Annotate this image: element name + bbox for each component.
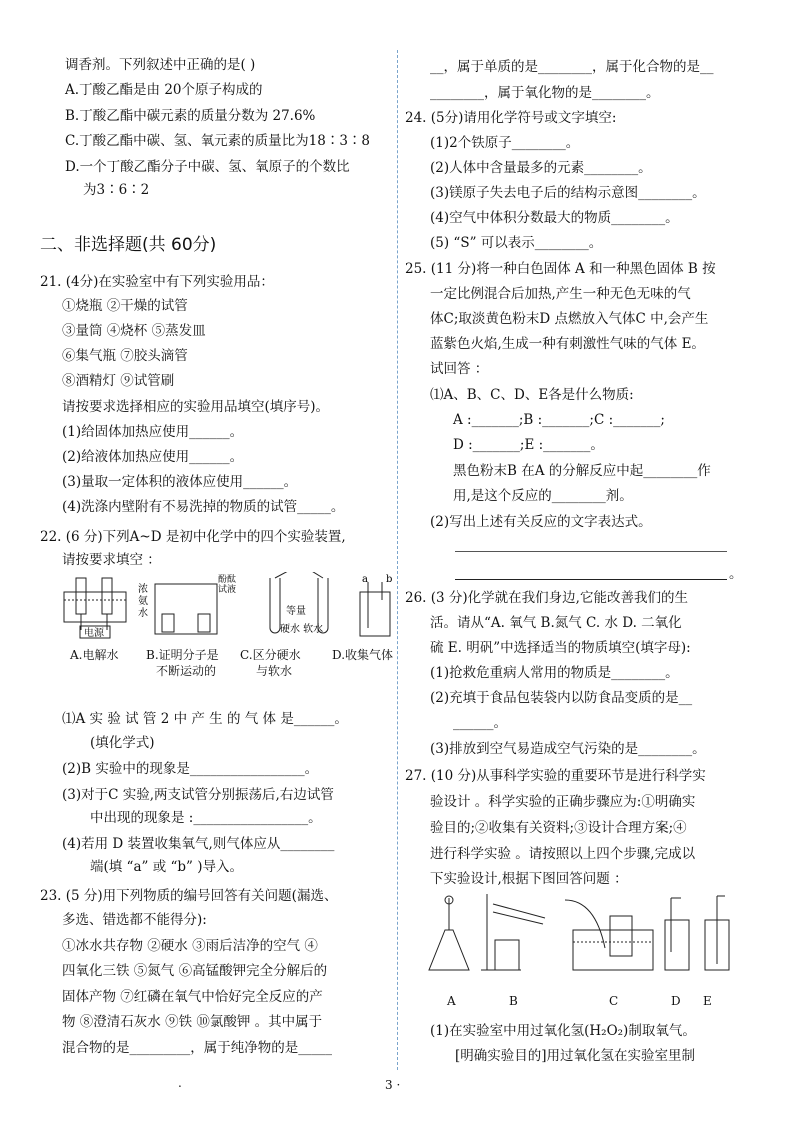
heating-tube-b [481,894,545,970]
flask-a [429,896,469,970]
q22-part-4: (4)若用 D 装置收集氧气,则气体应从________ [62,836,335,852]
q27-part-1: (1)在实验室中用过氧化氢(H₂O₂)制取氧气。 [430,1023,696,1039]
equal-label: 等量 [286,606,306,617]
q22-part-4-cont: 端(填 “a” 或 “b” )导入。 [90,859,243,875]
q26-part-1: (1)抢救危重病人常用的物质是________。 [430,665,679,681]
fig-label-a: A [447,994,456,1008]
q23-items-3: 固体产物 ⑦红磷在氧气中恰好完全反应的产 [62,989,323,1005]
q25-stem-4: 蓝紫色火焰,生成一种有刺激性气味的气体 E。 [430,336,705,352]
fig-label-c: C [609,994,619,1008]
q22-part-3: (3)对于C 实验,两支试管分别振荡后,右边试管 [62,787,334,803]
q27-stem-5: 下实验设计,根据下图回答问题 ： [430,871,628,887]
q20-option-c: C.丁酸乙酯中碳、氢、氧元素的质量比为18∶3∶8 [65,133,370,149]
q23-question-3: ________，属于氧化物的是________。 [430,85,660,101]
q24-part-1: (1)2个铁原子________。 [430,135,580,151]
caption-b-1: B.证明分子是 [146,648,219,662]
q20-option-a: A.丁酸乙酯是由 20个原子构成的 [65,82,263,98]
answer-line-2[interactable] [455,579,727,580]
q26-stem-2: 活。请从“A. 氧气 B.氮气 C. 水 D. 二氧化 [430,615,682,631]
q26-stem-3: 硫 E. 明矾”中选择适当的物质填空(填字母): [430,640,691,656]
q22-stem-cont: 请按要求填空 ： [62,552,161,568]
ammonia-label-3: 水 [138,608,148,619]
q21-items-3: ⑥集气瓶 ⑦胶头滴管 [62,348,188,364]
q20-option-d: D.一个丁酸乙酯分子中碳、氢、氧原子的个数比 [65,159,350,175]
caption-c-1: C.区分硬水 [240,648,301,662]
q21-instruction: 请按要求选择相应的实验用品填空(填序号)。 [62,399,330,415]
q27-stem-2: 验设计 。科学实验的正确步骤应为:①明确实 [430,794,696,810]
q21-stem: 21. (4分)在实验室中有下列实验用品： [40,274,274,290]
q27-part-1-goal: [明确实验目的]用过氧化氢在实验室里制 [455,1048,696,1064]
column-divider [397,50,398,1070]
q26-part-2-cont: ______。 [453,715,507,731]
answer-line-1[interactable] [455,551,727,552]
ammonia-label-2: 氨 [138,596,148,607]
q21-items-2: ③量筒 ④烧杯 ⑤蒸发皿 [62,323,206,339]
gas-bottle [360,582,390,636]
q24-part-5: (5) “S” 可以表示________。 [430,235,603,251]
q27-stem-3: 验目的;②收集有关资料;③设计合理方案;④ [430,820,687,836]
q25-stem: 25. (11 分)将一种白色固体 A 和一种黑色固体 B 按 [405,261,716,277]
q27-stem: 27. (10 分)从事科学实验的重要环节是进行科学实 [405,768,706,784]
q23-items-4: 物 ⑧澄清石灰水 ⑨铁 ⑩氯酸钾 。其中属于 [62,1014,323,1030]
diffusion-apparatus [155,584,217,634]
q27-figure [425,890,745,1010]
q22-figure [60,572,400,682]
ammonia-label: 浓 [138,584,148,595]
bottle-e [705,896,729,970]
phenol-label: 酚酞 [218,575,237,585]
port-b-label: b [386,574,393,585]
water-trough-c [565,900,653,970]
q22-stem: 22. (6 分)下列A~D 是初中化学中的四个实验装置, [40,529,346,545]
q21-part-3: (3)量取一定体积的液体应使用______。 [62,474,298,490]
q21-items-1: ①烧瓶 ②干燥的试管 [62,298,188,314]
q25-stem-3: 体C;取淡黄色粉末D 点燃放入气体C 中,会产生 [430,311,709,327]
caption-d: D.收集气体 [332,648,394,662]
section-title: 二、非选择题(共 60分) [40,235,217,255]
q26-part-3: (3)排放到空气易造成空气污染的是________。 [430,741,706,757]
fig-label-e: E [703,994,712,1008]
bottle-d [665,898,689,970]
power-label: 电源 [84,628,104,639]
footer-dot: . [178,1076,182,1090]
q24-stem: 24. (5分)请用化学符号或文字填空: [405,110,617,126]
q20-stem: 调香剂。下列叙述中正确的是( ) [65,57,256,73]
q22-part-1-note: (填化学式) [90,735,155,751]
q24-part-4: (4)空气中体积分数最大的物质________。 [430,210,679,226]
hard-soft-label: 硬水 软水 [280,624,324,635]
q23-items-1: ①冰水共存物 ②硬水 ③雨后洁净的空气 ④ [62,938,318,954]
q25-catalyst-1: 黑色粉末B 在A 的分解反应中起________作 [453,463,711,479]
q23-question-2: __，属于单质的是________，属于化合物的是__ [430,59,714,75]
q23-stem-cont: 多选、错选都不能得分): [62,912,207,928]
q20-option-d-cont: 为3∶6∶2 [83,182,150,198]
q26-part-2: (2)充填于食品包装袋内以防食品变质的是__ [430,690,693,706]
q27-stem-4: 进行科学实验 。请按照以上四个步骤,完成以 [430,846,696,862]
q21-part-1: (1)给固体加热应使用______。 [62,424,244,440]
caption-a: A.电解水 [70,648,119,662]
q24-part-2: (2)人体中含量最多的元素________。 [430,160,652,176]
fig-label-d: D [671,994,681,1008]
q24-part-3: (3)镁原子失去电子后的结构示意图________。 [430,185,706,201]
q22-part-1: ⑴A 实 验 试 管 2 中 产 生 的 气 体 是______。 [62,711,348,727]
q25-answers-de: D :_______;E :_______。 [453,437,604,453]
caption-c-2: 与软水 [256,664,293,678]
q21-part-2: (2)给液体加热应使用______。 [62,449,244,465]
q25-answers-abc: A :_______;B :_______;C :_______; [453,412,665,428]
q25-stem-2: 一定比例混合后加热,产生一种无色无味的气 [430,286,691,302]
q22-part-3-cont: 中出现的现象是 :_________________。 [90,810,322,826]
q25-catalyst-2: 用,是这个反应的________剂。 [453,488,633,504]
q25-stem-5: 试回答 ： [430,361,489,377]
q23-stem: 23. (5 分)用下列物质的编号回答有关问题(漏选、 [40,888,338,904]
q23-question-1: 混合物的是_________，属于纯净物的是_____ [62,1040,332,1056]
q20-option-b: B.丁酸乙酯中碳元素的质量分数为 27.6% [65,108,316,124]
q21-items-4: ⑧酒精灯 ⑨试管刷 [62,373,175,389]
fig-label-b: B [509,994,518,1008]
q25-part-1: ⑴A、B、C、D、E各是什么物质: [430,387,634,403]
q26-stem: 26. (3 分)化学就在我们身边,它能改善我们的生 [405,590,688,606]
q21-part-4: (4)洗涤内壁附有不易洗掉的物质的试管_____。 [62,499,345,515]
q27-apparatus-drawing [425,890,745,980]
q23-items-2: 四氧化三铁 ⑤氮气 ⑥高锰酸钾完全分解后的 [62,963,328,979]
caption-b-2: 不断运动的 [156,664,217,678]
answer-line-end: 。 [729,566,743,582]
q22-apparatus-drawing [60,572,400,644]
q25-part-2: (2)写出上述有关反应的文字表达式。 [430,514,652,530]
phenol-label-2: 试液 [218,585,237,595]
q22-part-2: (2)B 实验中的现象是_________________。 [62,761,319,777]
page-number: 3 · [385,1078,401,1092]
port-a-label: a [362,574,368,585]
